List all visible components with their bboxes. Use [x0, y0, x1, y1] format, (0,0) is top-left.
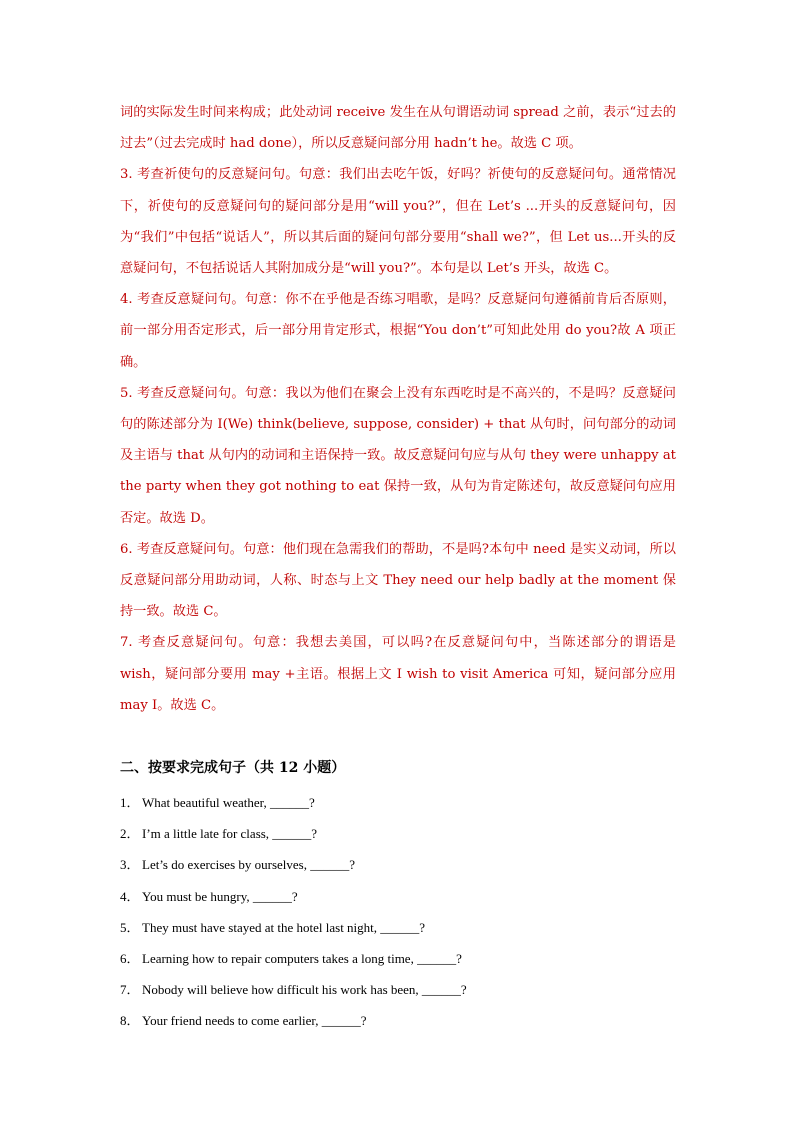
question-item [120, 1005, 676, 1036]
question-number: 3． [120, 857, 140, 873]
question-text: Learning how to repair computers takes a long time, ______? [142, 951, 462, 967]
question-number: 5． [120, 919, 140, 935]
question-number: 2． [120, 826, 140, 842]
analysis-paragraph: 5. 考查反意疑问句。句意：我以为他们在聚会上没有东西吃时是不高兴的，不是吗？反意疑问句的陈述部分为 I(We) think(believe, suppose, consider) + that 从句时，问句部分的动词及主语与 that 从句内的动词和主语保持一致。故反意疑问句应与从句 they were unhappy at the party when they got nothing to eat 保持一致，从句为肯定陈述句，故反意疑问句应用否定。故选 D。 [120, 385, 676, 526]
question-item [120, 943, 676, 974]
question-text: They must have stayed at the hotel last night, ______? [142, 919, 426, 935]
analysis-paragraph: 7. 考查反意疑问句。句意：我想去美国，可以吗?在反意疑问句中，当陈述部分的谓语是 wish，疑问部分要用 may +主语。根据上文 I wish to visit America 可知，疑问部分应用 may I。故选 C。 [120, 635, 676, 713]
answer-analysis [120, 97, 676, 721]
question-item [120, 849, 676, 880]
question-number: 1． [120, 795, 140, 810]
question-text: I’m a little late for class, ______? [142, 826, 318, 842]
analysis-paragraph: 4. 考查反意疑问句。句意：你不在乎他是否练习唱歌，是吗？反意疑问句遵循前肯后否原则，前一部分用否定形式，后一部分用肯定形式，根据“You don’t”可知此处用 do you?故 A 项正确。 [120, 292, 676, 370]
section-complete-sentences [120, 756, 676, 1037]
question-number: 7． [120, 982, 140, 998]
question-number: 6． [120, 951, 140, 967]
section-title: 二、按要求完成句子（共 12 小题） [120, 760, 346, 776]
analysis-paragraph: 词的实际发生时间来构成；此处动词 receive 发生在从句谓语动词 spread 之前，表示“过去的过去”（过去完成时 had done），所以反意疑问部分用 hadn’t he。故选 C 项。 [120, 105, 676, 152]
question-text: Your friend needs to come earlier, ______? [142, 1013, 367, 1029]
question-item [120, 787, 676, 818]
question-item [120, 818, 676, 849]
analysis-paragraph: 6. 考查反意疑问句。句意：他们现在急需我们的帮助，不是吗?本句中 need 是实义动词，所以反意疑问部分用助动词，人称、时态与上文 They need our help badly at the moment 保持一致。故选 C。 [120, 541, 676, 620]
question-list [120, 787, 676, 1037]
question-text: Nobody will believe how difficult his work has been, ______? [142, 982, 467, 998]
question-text: What beautiful weather, ______? [142, 795, 315, 810]
analysis-paragraph: 3. 考查祈使句的反意疑问句。句意：我们出去吃午饭，好吗？祈使句的反意疑问句。通常情况下，祈使句的反意疑问句的疑问部分是用“will you?”，但在 Let’s ...开头的反意疑问句，因为“我们”中包括“说话人”，所以其后面的疑问句部分要用“shall we?”，但 Let us...开头的反意疑问句，不包括说话人其附加成分是“will you?”。本句是以 Let’s 开头，故选 C。 [120, 167, 676, 277]
question-item [120, 912, 676, 943]
question-item [120, 974, 676, 1005]
question-number: 8． [120, 1013, 140, 1029]
question-number: 4． [120, 888, 140, 904]
question-text: Let’s do exercises by ourselves, ______? [142, 857, 356, 873]
question-text: You must be hungry, ______? [142, 888, 298, 904]
question-item [120, 881, 676, 912]
